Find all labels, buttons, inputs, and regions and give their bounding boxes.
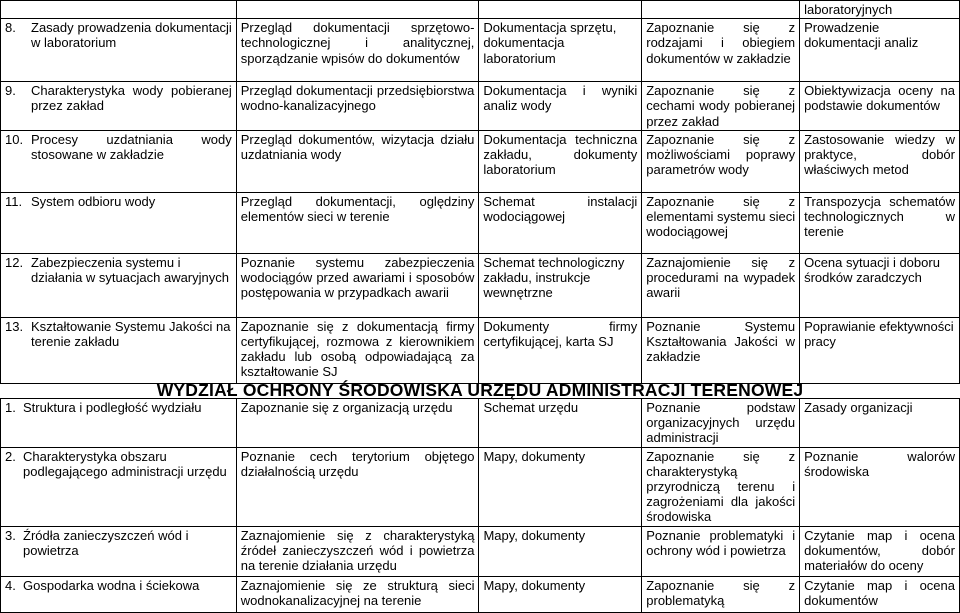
table-bottom <box>0 398 960 613</box>
skill-text: Poprawianie efektywności pracy <box>804 318 954 350</box>
table-row <box>1 130 960 192</box>
activity-text: Zaznajomienie się z charakterystyką źródeł zanieczyszczeń wód i powietrza na terenie działania urzędu <box>240 527 475 574</box>
table-row <box>1 192 960 253</box>
row-number: 8. <box>5 20 16 36</box>
cell-activity <box>236 253 479 317</box>
cell-topic <box>1 253 237 317</box>
cell-materials <box>479 253 642 317</box>
cell-skill <box>800 576 960 612</box>
topic-text: Procesy uzdatniania wody stosowane w zakładzie <box>31 131 232 163</box>
goal-text: Poznanie podstaw organizacyjnych urzędu administracji <box>646 400 796 446</box>
materials-text: Dokumenty firmy certyfikującej, karta SJ <box>483 318 638 350</box>
table-row <box>1 399 960 448</box>
topic-text: Struktura i podległość wydziału <box>23 400 202 415</box>
topic-text: Zasady prowadzenia dokumentacji w laboratorium <box>31 20 232 51</box>
activity-text: Przegląd dokumentacji przedsiębiorstwa wodno-kanalizacyjnego <box>240 83 475 114</box>
cell-skill <box>800 399 960 448</box>
materials-text: Dokumentacja techniczna zakładu, dokumenty laboratorium <box>483 131 638 178</box>
activity-text: Zapoznanie się z dokumentacją firmy certyfikującej, rozmowa z kierownikiem zakładu lub osobą odpowiadającą za kształtowanie SJ <box>240 318 475 380</box>
activity-text: Poznanie cech terytorium objętego działalnością urzędu <box>240 448 475 479</box>
goal-text: Zapoznanie się z elementami systemu sieci wodociągowej <box>646 193 796 240</box>
cell-activity <box>236 82 479 131</box>
cell-materials <box>479 1 642 19</box>
cell-topic <box>1 82 237 131</box>
materials-text: Schemat urzędu <box>483 400 579 415</box>
cell-topic <box>1 576 237 612</box>
cell-activity <box>236 399 479 448</box>
cell-goal <box>642 253 800 317</box>
row-number: 1. <box>5 400 16 415</box>
goal-text: Zapoznanie się z problematyką <box>646 577 796 608</box>
cell-goal <box>642 82 800 131</box>
cell-goal <box>642 317 800 383</box>
goal-text: Poznanie problematyki i ochrony wód i powietrza <box>646 527 796 558</box>
cell-skill <box>800 192 960 253</box>
topic-text: Charakterystyka obszaru podlegającego administracji urzędu <box>23 448 227 479</box>
row-number: 13. <box>5 318 24 334</box>
cell-goal <box>642 526 800 576</box>
skill-text: Obiektywizacja oceny na podstawie dokumentów <box>804 83 955 114</box>
row-number: 9. <box>5 83 16 99</box>
goal-text: Zaznajomienie się z procedurami na wypadek awarii <box>646 254 796 301</box>
cell-activity <box>236 526 479 576</box>
row-number: 10. <box>5 131 24 147</box>
materials-text: Schemat instalacji wodociągowej <box>483 193 638 225</box>
goal-text: Zapoznanie się z charakterystyką przyrodniczą terenu i zagrożeniami dla jakości środowiska <box>646 448 796 525</box>
cell-activity <box>236 19 479 82</box>
topic-text: Charakterystyka wody pobieranej przez zakład <box>31 83 232 114</box>
cell-goal <box>642 399 800 448</box>
activity-text: Zaznajomienie się ze strukturą sieci wodnokanalizacyjnej na terenie <box>240 577 475 608</box>
skill-text: Czytanie map i ocena dokumentów <box>804 577 955 608</box>
row-number: 2. <box>5 448 16 464</box>
cell-materials <box>479 19 642 82</box>
cell-skill <box>800 19 960 82</box>
goal-text: Zapoznanie się z rodzajami i obiegiem dokumentów w zakładzie <box>646 20 796 66</box>
cell-skill <box>800 253 960 317</box>
materials-text: Dokumentacja sprzętu, dokumentacja laboratorium <box>483 20 617 66</box>
materials-text: Mapy, dokumenty <box>483 577 586 593</box>
topic-text: System odbioru wody <box>31 193 156 209</box>
cell-skill <box>800 526 960 576</box>
cell-topic <box>1 1 237 19</box>
table-row <box>1 19 960 82</box>
materials-text: Mapy, dokumenty <box>483 527 586 543</box>
cell-activity <box>236 576 479 612</box>
skill-text: Ocena sytuacji i doboru środków zaradczych <box>804 254 940 286</box>
activity-text: Poznanie systemu zabezpieczenia wodociągów przed awariami i sposobów postępowania w przypadkach awarii <box>240 254 475 301</box>
row-number: 3. <box>5 527 16 543</box>
cell-topic <box>1 317 237 383</box>
table-row <box>1 447 960 526</box>
activity-text: Przegląd dokumentacji, oględziny elementów sieci w terenie <box>240 193 475 225</box>
materials-text: Dokumentacja i wyniki analiz wody <box>483 83 638 114</box>
cell-materials <box>479 82 642 131</box>
cell-topic <box>1 526 237 576</box>
cell-skill <box>800 130 960 192</box>
table-row <box>1 317 960 383</box>
cell-topic <box>1 447 237 526</box>
activity-text: Zapoznanie się z organizacją urzędu <box>240 400 453 415</box>
cell-goal <box>642 19 800 82</box>
cell-activity <box>236 447 479 526</box>
table-row <box>1 526 960 576</box>
topic-text: Zabezpieczenia systemu i działania w sytuacjach awaryjnych <box>31 254 229 286</box>
skill-text: Zasady organizacji <box>804 400 913 415</box>
skill-text: Zastosowanie wiedzy w praktyce, dobór właściwych metod <box>804 131 955 178</box>
cell-goal <box>642 192 800 253</box>
cell-activity <box>236 1 479 19</box>
materials-text: Schemat technologiczny zakładu, instrukcje wewnętrzne <box>483 254 625 301</box>
materials-text: Mapy, dokumenty <box>483 448 586 464</box>
goal-text: Zapoznanie się z cechami wody pobieranej przez zakład <box>646 83 796 129</box>
row-number: 12. <box>5 254 24 270</box>
table-row <box>1 82 960 131</box>
skill-text: Poznanie walorów środowiska <box>804 448 955 479</box>
section-heading: WYDZIAŁ OCHRONY ŚRODOWISKA URZĘDU ADMINISTRACJI TERENOWEJ <box>156 380 804 400</box>
cell-materials <box>479 130 642 192</box>
cell-goal <box>642 447 800 526</box>
cell-skill <box>800 447 960 526</box>
cell-materials <box>479 526 642 576</box>
cell-topic <box>1 192 237 253</box>
goal-text: Zapoznanie się z możliwościami poprawy parametrów wody <box>646 131 796 178</box>
table-row <box>1 1 960 19</box>
activity-text: Przegląd dokumentacji sprzętowo-technologicznej i analitycznej, sporządzanie wpisów do dokumentów <box>240 20 475 66</box>
cell-topic <box>1 19 237 82</box>
skill-text: Czytanie map i ocena dokumentów, dobór materiałów do oceny <box>804 527 955 574</box>
skill-text: Prowadzenie dokumentacji analiz <box>804 20 919 51</box>
cell-topic <box>1 399 237 448</box>
topic-text: Gospodarka wodna i ściekowa <box>23 577 200 593</box>
cell-materials <box>479 317 642 383</box>
goal-text: Poznanie Systemu Kształtowania Jakości w zakładzie <box>646 318 796 365</box>
activity-text: Przegląd dokumentów, wizytacja działu uzdatniania wody <box>240 131 475 163</box>
cell-activity <box>236 130 479 192</box>
table-row <box>1 576 960 612</box>
cell-activity <box>236 317 479 383</box>
topic-text: Kształtowanie Systemu Jakości na terenie zakładu <box>31 318 231 350</box>
cell-skill <box>800 317 960 383</box>
cell-skill <box>800 82 960 131</box>
topic-text: Źródła zanieczyszczeń wód i powietrza <box>23 527 189 558</box>
skill-text: Transpozycja schematów technologicznych w terenie <box>804 193 955 240</box>
cell-materials <box>479 576 642 612</box>
cell-skill: laboratoryjnych <box>800 1 960 19</box>
cell-goal <box>642 1 800 19</box>
cell-goal <box>642 576 800 612</box>
row-number: 11. <box>5 193 23 209</box>
cell-materials <box>479 399 642 448</box>
table-row <box>1 253 960 317</box>
cell-topic <box>1 130 237 192</box>
cell-goal <box>642 130 800 192</box>
cell-materials <box>479 447 642 526</box>
row-number: 4. <box>5 577 16 593</box>
cell-activity <box>236 192 479 253</box>
cell-materials <box>479 192 642 253</box>
